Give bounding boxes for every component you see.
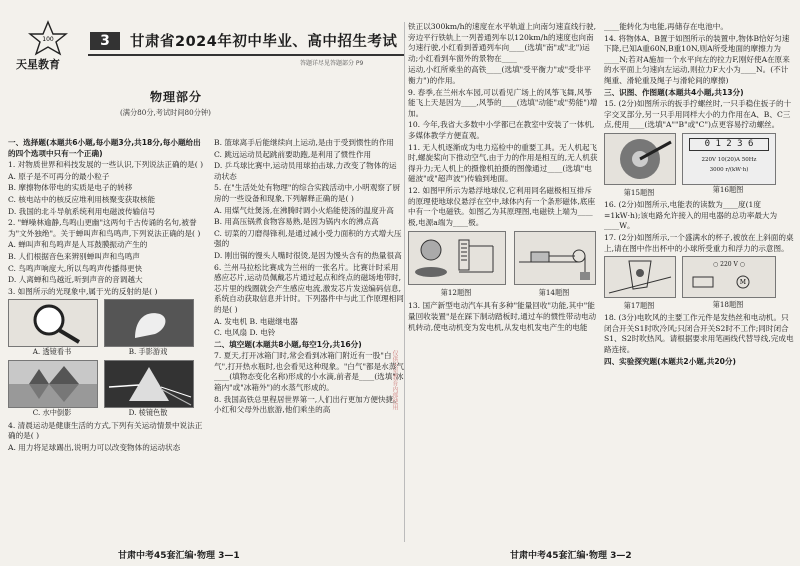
paper-number-badge: 3	[90, 32, 120, 50]
cup-figure	[604, 256, 676, 298]
figure-row	[8, 360, 204, 419]
figure-caption: 第16题图	[712, 184, 744, 194]
answer-note: 答题详尽见答题部分 P9	[300, 60, 364, 67]
question-text: 9. 春季,在兰州水车园,可以看见广场上的风筝飞舞,风筝能飞上天是因为____,风筝的____(选填"动能"或"势能")增加。	[408, 87, 598, 118]
water-reflection-figure	[8, 360, 98, 408]
logo-text: 天星教育	[16, 58, 60, 71]
figure-caption: 第15题图	[623, 187, 655, 197]
figure-caption: 第12题图	[440, 287, 472, 297]
option-text: A. 原子是不可再分的最小粒子	[8, 171, 110, 181]
question-text: 15. (2分)如图所示的扳手拧螺丝时,一只手稳住扳子的十字交叉部分,另一只手用同样大小的力作用在A、B、C三点,使用____(选填"A""B"或"C")点更容易拧动螺丝。	[604, 99, 792, 130]
option-text: D. 我国的北斗导航系统利用电磁波传输信号	[8, 206, 156, 216]
question-text: 18. (3分)电吹风的主要工作元件是发热丝和电动机。只闭合开关S1时吹冷风;只闭合开关S2时不工作;同时闭合S1、S2时吹热风。请根据要求用笔画线代替导线,完成电路连接。	[604, 313, 794, 355]
column-4	[604, 22, 794, 368]
option-text: C. 核电站中的核反应堆利用核聚变获取核能	[8, 194, 156, 204]
question-text: 14. 将物体A、B置于如图所示的装置中,物体B恰好匀速下降,已知A重60N,B重10N,则A所受地面的摩擦力为____N;若对A施加一个水平向左的拉力F,刚好使A在原来的水平面上匀速向左运动,则拉力F大小为____N。(不计绳重、滑轮重及绳子与滑轮间的摩擦)	[604, 33, 790, 85]
question-text: 运动,小红所乘坐的高铁____(选填"受平衡力"或"受非平衡力")的作用。	[408, 65, 591, 85]
svg-text:100: 100	[42, 36, 54, 43]
meter-spec: 220V 10(20)A 50Hz	[701, 156, 757, 163]
option-text: B. 篮球离手后能继续向上运动,是由于受到惯性的作用	[214, 138, 394, 147]
exam-info: (满分80分,考试时间80分钟)	[120, 108, 211, 117]
footer-left: 甘肃中考45套汇编·物理 3—1	[118, 551, 240, 561]
question-text: 11. 无人机逐渐成为电力巡检中的重要工具。无人机起飞时,螺旋桨向下推动空气,由于力的作用是相互的,无人机获得升力;无人机上的摄像机拍摄的图像通过____(选填"电磁波"或"超声波")传输到地面。	[408, 142, 598, 184]
meter-spec-2: 3000 r/(kW·h)	[709, 167, 749, 174]
figure-row	[408, 231, 598, 298]
option-text: C. 跳远运动员起跳前要助跑,是利用了惯性作用	[214, 149, 372, 159]
hand-shadow-figure	[104, 299, 194, 347]
question-text: 16. (2分)如图所示,电能表的读数为____度(1度=1kW·h);该电路允许接入的用电器的总功率最大为____W。	[604, 200, 778, 231]
question-text: 3. 如图所示的光现象中,属于光的反射的是( )	[8, 286, 158, 296]
question-text: 铁正以300km/h的速度在水平轨道上向南匀速直线行驶,旁边平行铁轨上一列普通列车以120km/h的速度也向南匀速行驶,小红看到普通列车向____(选填"南"或"北")运动;小红看到车窗外的景物在____	[408, 22, 597, 63]
column-3	[408, 22, 598, 334]
option-text: A. 用煤气灶煲汤,在沸腾时调小火焰能使汤的温度升高	[214, 205, 394, 215]
figure-row	[8, 299, 204, 358]
publisher-logo	[10, 20, 86, 71]
subject-heading: 物理部分	[150, 90, 203, 104]
question-text: 12. 如图甲所示为悬浮地球仪,它利用同名磁极相互排斥的原理使地球仪悬浮在空中,球体内有一个条形磁体,底座中有一个电磁铁。如图乙为其原理图,电磁铁上端为____极,电源a端为____极。	[408, 185, 596, 227]
wrench-figure	[604, 133, 676, 185]
option-text: C. 切菜的刀磨得锋利,是通过减小受力面积的方式增大压强的	[214, 228, 402, 249]
question-text: 1. 对物质世界和科技发展的一些认识,下列说法正确的是( )	[8, 160, 204, 170]
option-text: D. 刚出锅的馒头人嘴时很烫,是因为馒头含有的热量很高	[214, 250, 402, 260]
option-text: C. 鸟鸣声响度大,所以鸟鸣声传播得更快	[8, 263, 143, 273]
section-heading: 三、识图、作图题(本题共4小题,共13分)	[604, 87, 744, 97]
energy-meter-figure	[682, 133, 776, 185]
section-heading: 二、填空题(本题共8小题,每空1分,共16分)	[214, 339, 362, 349]
figure-caption: A. 透镜看书	[32, 347, 72, 357]
option-text: C. 电风扇 D. 电铃	[214, 328, 276, 338]
figure-caption: B. 手影游戏	[128, 347, 168, 357]
question-text: 4. 清晨运动是健康生活的方式,下列有关运动情景中说法正确的是( )	[8, 420, 203, 441]
question-text: ____能转化为电能,再储存在电池中。	[604, 22, 728, 31]
figure-caption: 第14题图	[538, 287, 570, 297]
column-1	[8, 138, 204, 454]
option-text: B. 摩擦物体带电的实质是电子的转移	[8, 183, 133, 193]
svg-text:M: M	[739, 278, 747, 286]
supply-label: ○ 220 V ○	[713, 261, 745, 269]
figure-row	[604, 133, 794, 198]
figure-row	[604, 256, 794, 311]
pulley-figure	[514, 231, 596, 285]
maglev-globe-figure	[408, 231, 506, 285]
column-2	[214, 138, 404, 417]
page-gutter	[404, 22, 405, 542]
option-text: A. 用力将足球踢出,说明力可以改变物体的运动状态	[8, 442, 181, 452]
figure-caption: 第18题图	[712, 300, 744, 310]
footer-right: 甘肃中考45套汇编·物理 3—2	[510, 551, 632, 561]
question-text: 17. (2分)如图所示,一个盛满水的杯子,被放在上斜面的桌上,请在图中作出杯中的小球所受重力和浮力的示意图。	[604, 232, 794, 253]
option-text: D. 乒乓球比赛中,运动员用球拍击球,力改变了物体的运动状态	[214, 161, 397, 181]
option-text: B. 人们根据音色来辨别蝉叫声和鸟鸣声	[8, 251, 140, 261]
prism-figure	[104, 360, 194, 408]
option-text: B. 用高压锅煮食物容易熟,是因为锅内水的沸点高	[214, 217, 379, 227]
question-text: 13. 国产新型电动汽车具有多种"能量回收"功能,其中"能量回收装置"是在踩下制动踏板时,通过车的惯性带动电动机转动,使电动机变为发电机,从发电机发电产生的电能	[408, 301, 597, 332]
question-text: 8. 我国高铁总里程居世界第一,人们出行更加方便快捷。小红和父母外出旅游,他们乘坐的高	[214, 394, 401, 415]
section-heading: 四、实验探究题(本题共2小题,共20分)	[604, 356, 736, 366]
question-text: 2. "蝉噪林逾静,鸟鸣山更幽"这两句千古传诵的名句,被誉为"文外独绝"。关于蝉叫声和鸟鸣声,下列说法正确的是( )	[8, 218, 201, 238]
watermark: 仅供天星教育内部使用	[391, 350, 398, 410]
option-text: A. 发电机 B. 电磁继电器	[214, 316, 298, 326]
hairdryer-circuit-figure	[682, 256, 776, 298]
question-text: 5. 在"生活处处有物理"的综合实践活动中,小明观察了厨房的一些设备和现象,下列解释正确的是( )	[214, 183, 401, 203]
question-text: 7. 夏天,打开冰箱门时,常会看到冰箱门附近有一股"白气",打开热水瓶时,也会看见这种现象。"白气"都是水蒸气____(填物态变化名称)形成的小水滴,前者是____(选填"冰箱内"或"冰箱外")的水蒸气形成的。	[214, 351, 404, 393]
magnifier-figure	[8, 299, 98, 347]
title-rule	[88, 54, 404, 56]
exam-title: 甘肃省2024年初中毕业、高中招生考试	[130, 34, 398, 50]
figure-caption: 第17题图	[623, 300, 655, 310]
section-heading: 一、选择题(本题共6小题,每小题3分,共18分,每小题给出的四个选项中只有一个正确)	[8, 138, 201, 158]
option-text: D. 人离蝉和鸟越近,听到声音的音调越大	[8, 275, 143, 285]
question-text: 6. 兰州马拉松比赛成为兰州的一张名片。比赛计时采用感应芯片,运动员佩戴芯片通过起点和终点的磁场地带时,芯片里的线圈就会产生感应电流,激发芯片发送编码信息,系统自动获取信息并计时。下列器件中与此工作原理相同的是( )	[214, 262, 404, 314]
figure-caption: D. 棱镜色散	[128, 407, 168, 417]
question-text: 10. 今年,我省大多数中小学都已在教室中安装了一体机,多媒体教学方便直观。	[408, 120, 595, 140]
option-text: A. 蝉叫声和鸟鸣声是人耳鼓膜振动产生的	[8, 240, 148, 250]
meter-reading: 0 1 2 3 6	[689, 138, 769, 151]
figure-caption: C. 水中倒影	[32, 407, 72, 417]
